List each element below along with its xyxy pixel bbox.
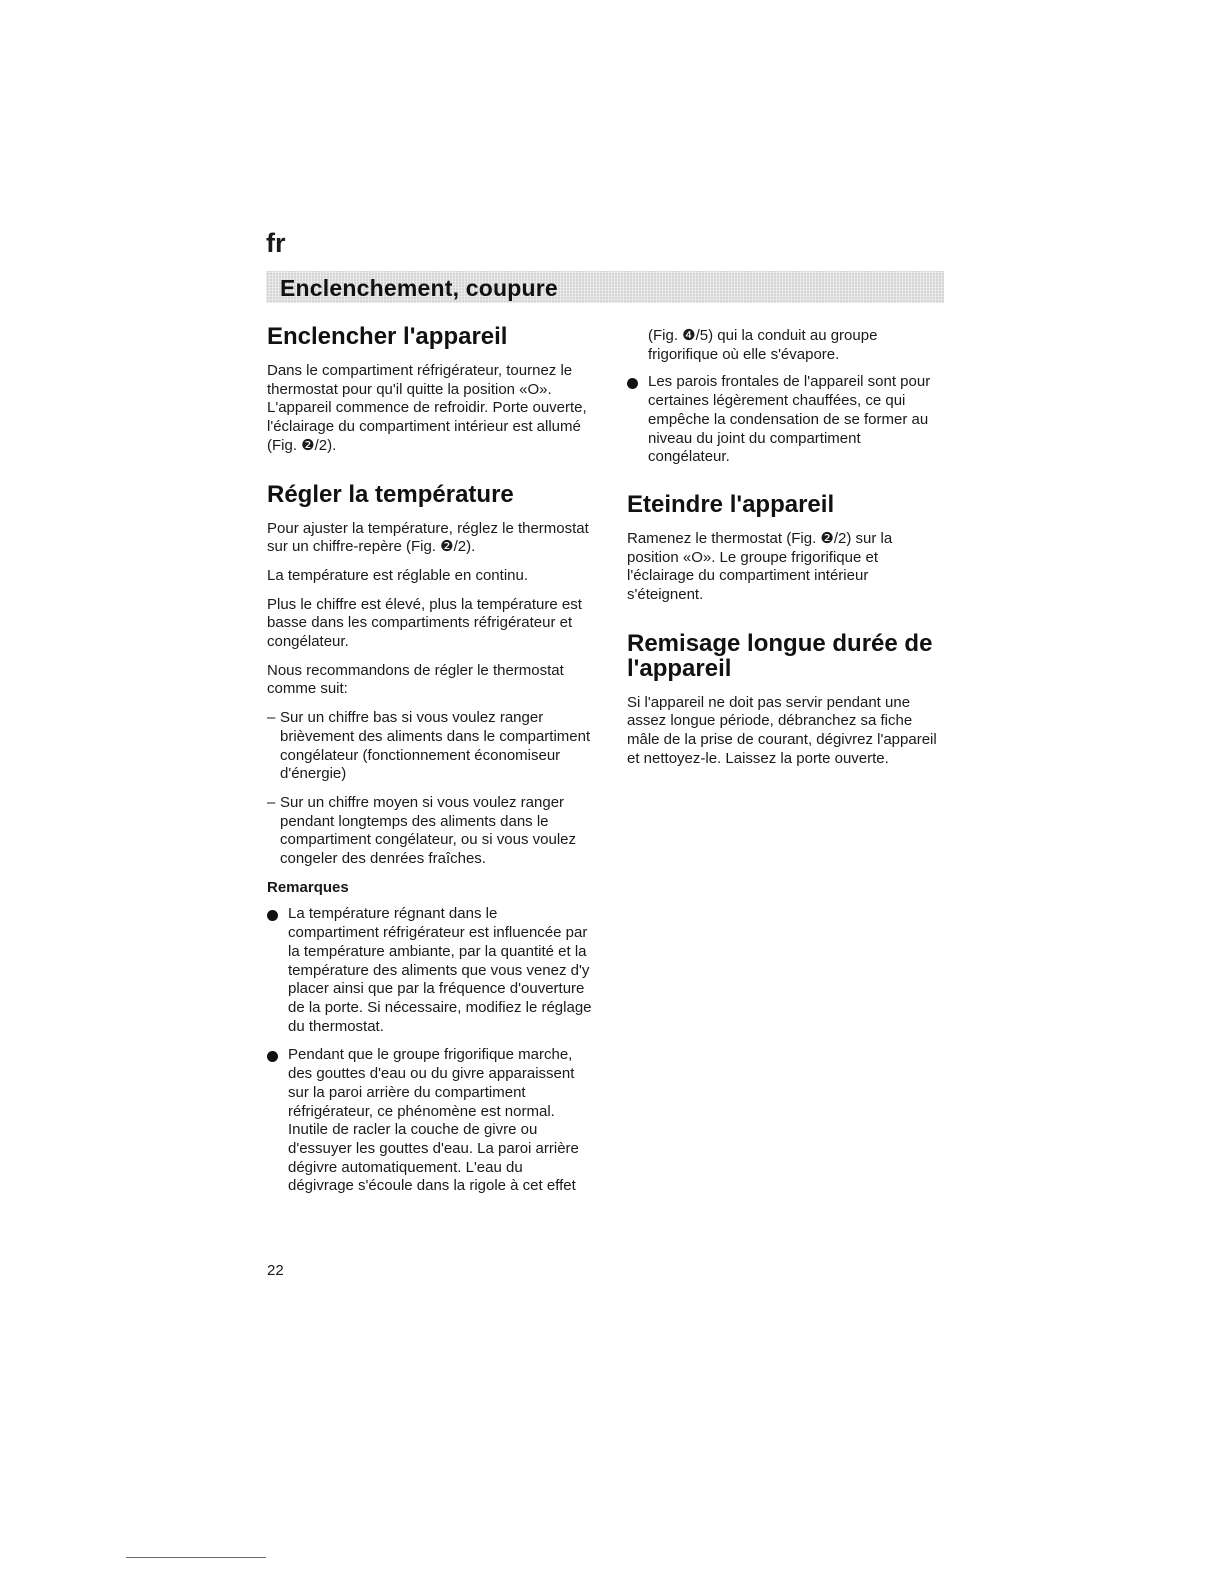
heading-set-temperature: Régler la température: [267, 480, 514, 508]
left-column: [267, 324, 592, 1206]
paragraph-recommend: Nous recommandons de régler le thermostat comme suit:: [267, 661, 564, 698]
paragraph-switch-off: Ramenez le thermostat (Fig. ❷/2) sur la position «O». Le groupe frigorifique et l'éclairage du compartiment intérieur s'éteignent.: [627, 529, 893, 604]
paragraph-higher-number: Plus le chiffre est élevé, plus la température est basse dans les compartiments réfrigérateur et congélateur.: [267, 595, 582, 651]
section-title: Enclenchement, coupure: [280, 275, 558, 301]
bullet-heated-walls: Les parois frontales de l'appareil sont pour certaines légèrement chauffées, ce qui empêche la condensation de se former au niveau du joint du compartiment congélateur.: [627, 373, 937, 467]
paragraph-switch-on: Dans le compartiment réfrigérateur, tournez le thermostat pour qu'il quitte la position «O». L'appareil commence de refroidir. Porte ouverte, l'éclairage du compartiment intérieur est allumé (Fig. ❷/2).: [267, 362, 587, 454]
page-number: 22: [267, 1262, 284, 1279]
heading-switch-off: Eteindre l'appareil: [627, 490, 835, 518]
paragraph-continuous: La température est réglable en continu.: [267, 566, 528, 584]
heading-switch-on: Enclencher l'appareil: [267, 323, 508, 350]
right-column: [627, 327, 937, 779]
paragraph-long-storage: Si l'appareil ne doit pas servir pendant une assez longue période, débranchez sa fiche mâle de la prise de courant, dégivrez l'appareil et nettoyez-le. Laissez la porte ouverte.: [627, 693, 937, 767]
bullet-ambient-temperature: La température régnant dans le compartiment réfrigérateur est influencée par la température ambiante, par la quantité et la température des aliments que vous venez d'y placer ainsi que par la fréquence d'ouverture de la porte. Si nécessaire, modifiez le réglage du thermostat.: [267, 905, 592, 1036]
footer-rule: [126, 1557, 266, 1558]
bullet-defrost-continued: (Fig. ❹/5) qui la conduit au groupe frigorifique où elle s'évapore.: [648, 327, 878, 363]
language-code: fr: [266, 228, 286, 258]
heading-long-storage: Remisage longue durée de l'appareil: [627, 629, 933, 682]
bullet-defrost-drops: Pendant que le groupe frigorifique marche, des gouttes d'eau ou du givre apparaissent sur la paroi arrière du compartiment réfrigérateur, ce phénomène est normal. Inutile de racler la couche de givre ou d'essuyer les gouttes d'eau. La paroi arrière dégivre automatiquement. L'eau du dégivrage s'écoule dans la rigole à cet effet: [267, 1046, 592, 1196]
list-item-medium-setting: – Sur un chiffre moyen si vous voulez ranger pendant longtemps des aliments dans le compartiment congélateur, ou si vous voulez congeler des denrées fraîches.: [267, 794, 592, 869]
list-item-low-setting: – Sur un chiffre bas si vous voulez ranger brièvement des aliments dans le compartiment congélateur (fonctionnement économiseur d'énergie): [267, 709, 592, 784]
remarks-heading: Remarques: [267, 878, 349, 896]
paragraph-adjust: Pour ajuster la température, réglez le thermostat sur un chiffre-repère (Fig. ❷/2).: [267, 519, 589, 556]
section-banner: [266, 271, 944, 303]
